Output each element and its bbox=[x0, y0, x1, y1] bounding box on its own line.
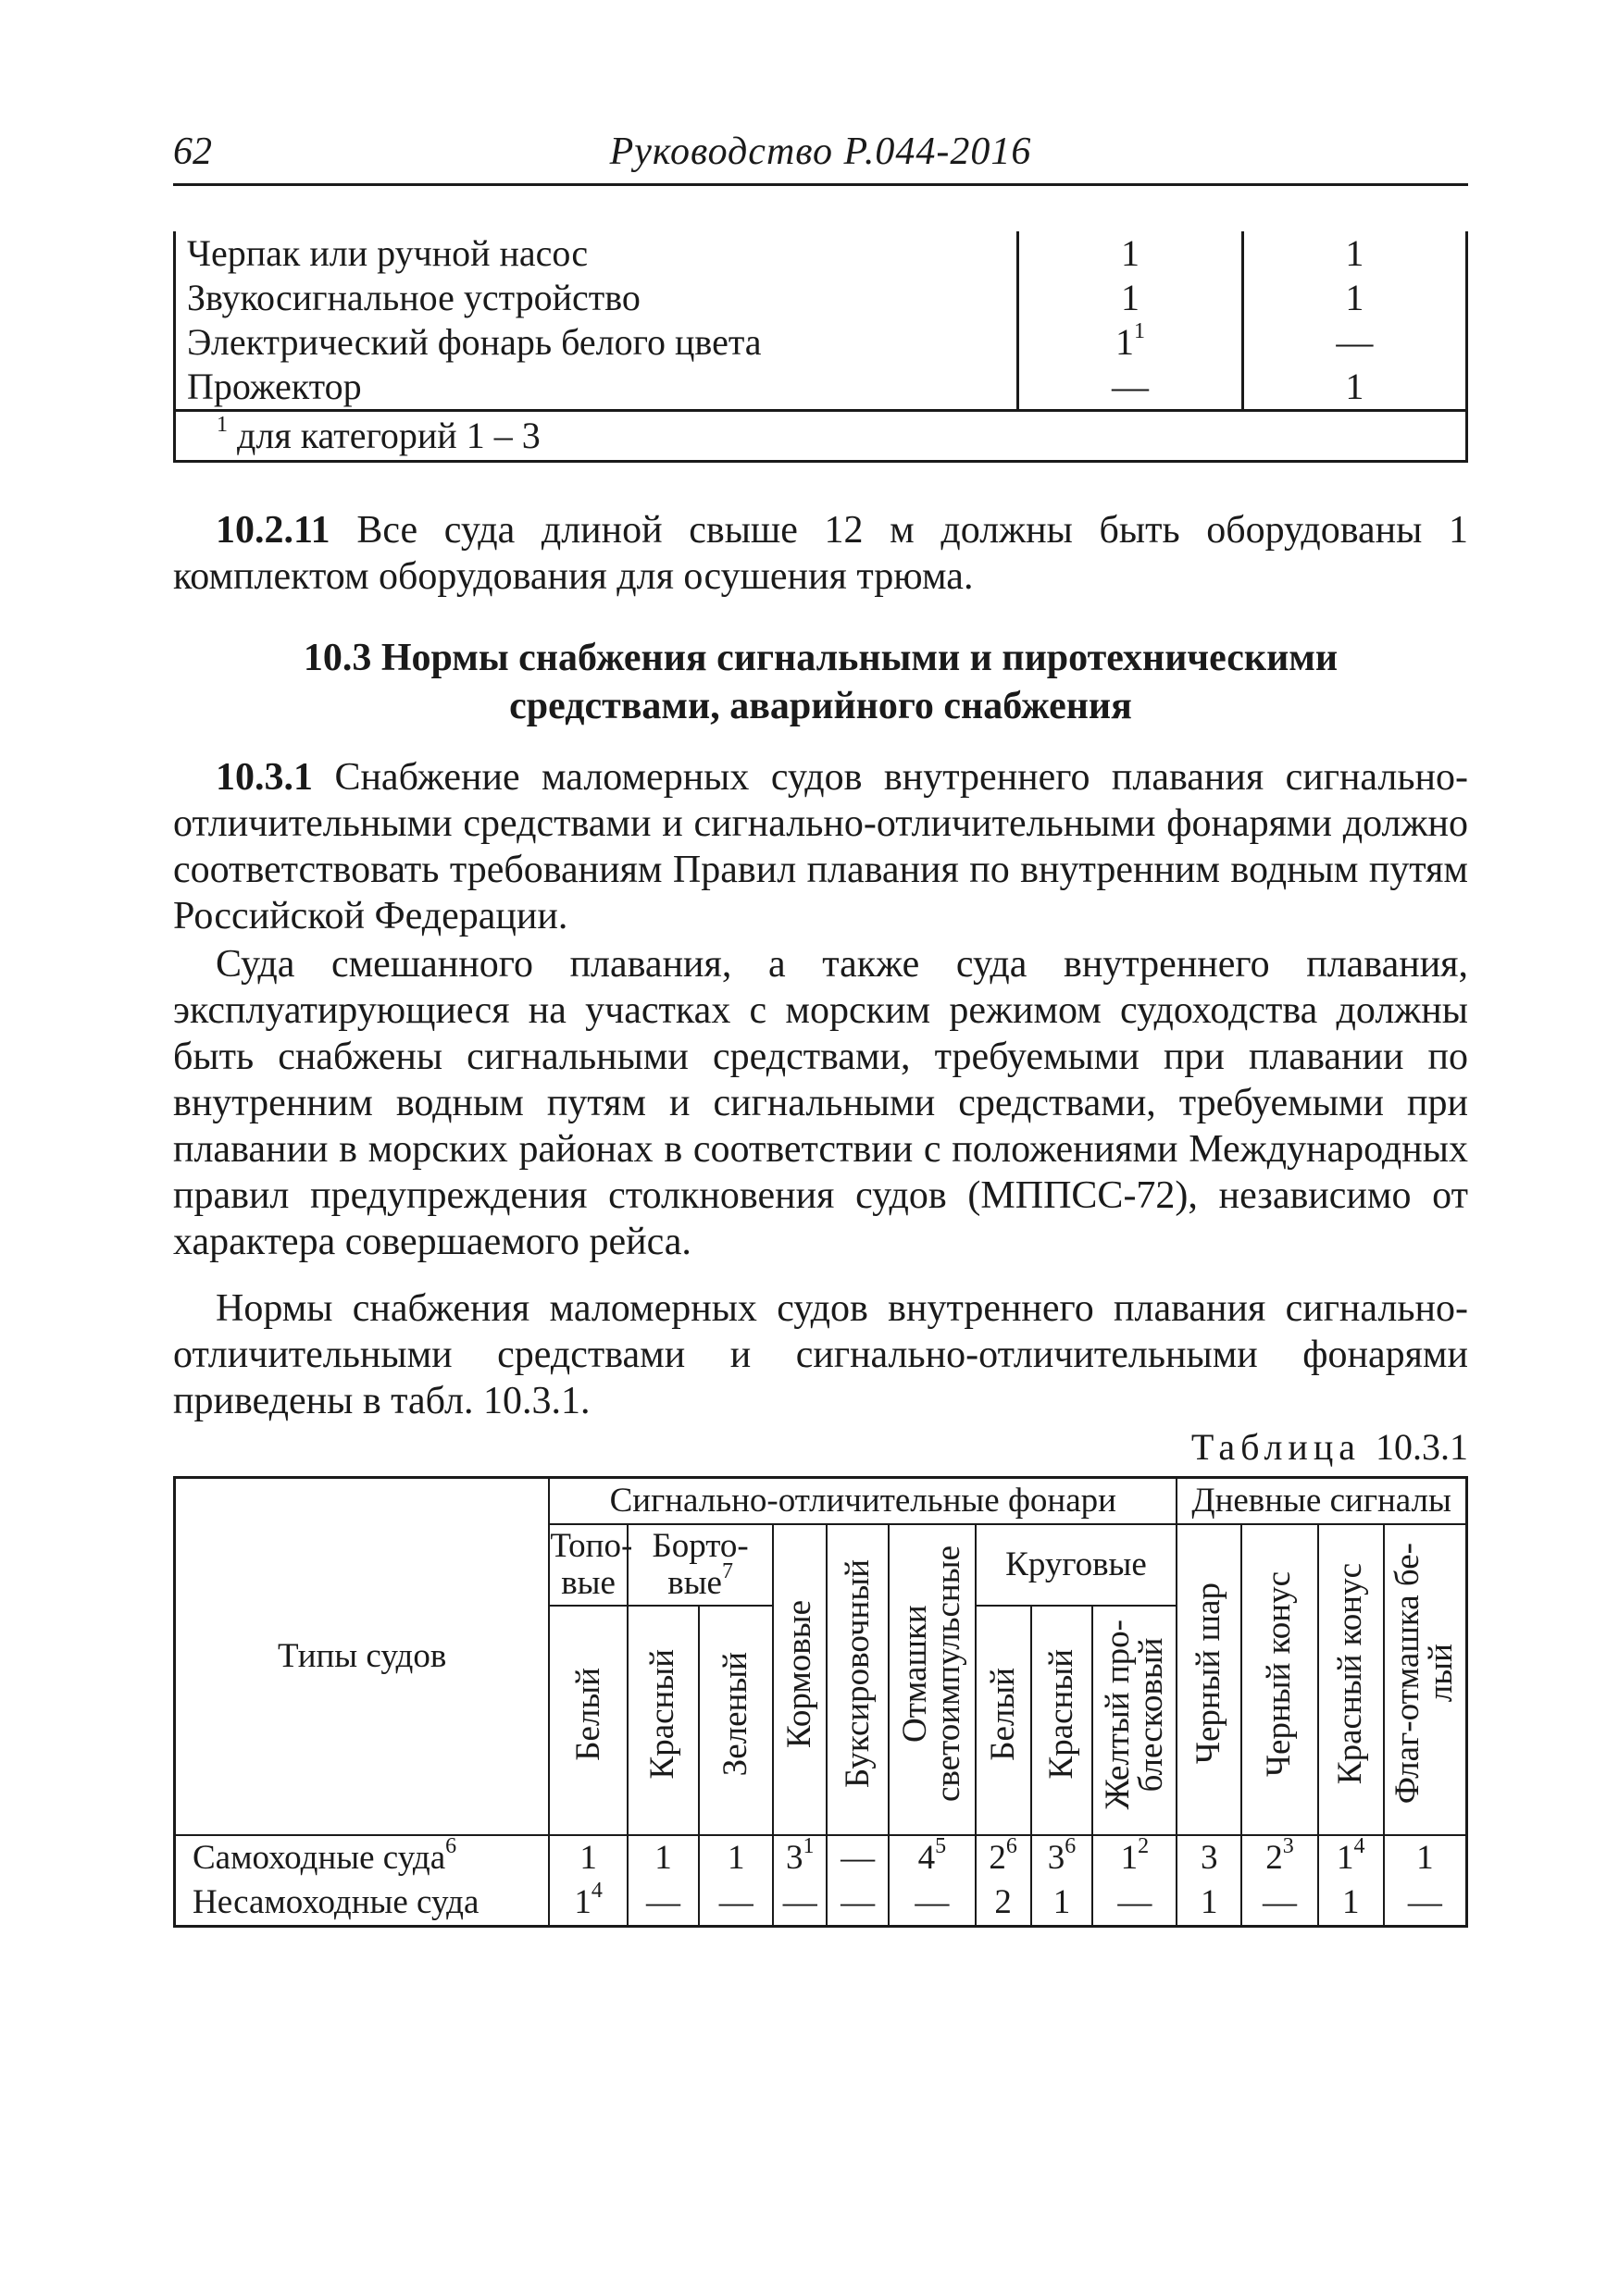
group-header-lights: Сигнально-отличительные фонари bbox=[549, 1478, 1177, 1525]
col-towing: Буксировочный bbox=[827, 1524, 889, 1835]
table-cell: — bbox=[773, 1880, 827, 1927]
table-cell: $4^5$ bbox=[889, 1835, 976, 1880]
group-header-day-signals: Дневные сигналы bbox=[1177, 1478, 1466, 1525]
equipment-value: — bbox=[1242, 320, 1466, 365]
equipment-value: $1^1$ bbox=[1018, 320, 1242, 365]
equipment-name: Черпак или ручной насос bbox=[175, 231, 1018, 276]
col-round-yellow: Желтый про- блесковый bbox=[1092, 1606, 1177, 1835]
table-cell: 3 bbox=[1177, 1835, 1241, 1880]
running-title: Руководство Р.044-2016 bbox=[609, 130, 1032, 173]
table-cell: 1 bbox=[1318, 1880, 1384, 1927]
table-cell: 1 bbox=[1384, 1835, 1467, 1880]
equipment-value: 1 bbox=[1018, 276, 1242, 320]
table-cell: — bbox=[1092, 1880, 1177, 1927]
subheader-top-lights: Топовые bbox=[549, 1524, 627, 1606]
ship-type-name: Самоходные суда$^6$ bbox=[175, 1835, 550, 1880]
ship-types-table bbox=[173, 1476, 1468, 1928]
table-cell: $2^3$ bbox=[1241, 1835, 1317, 1880]
equipment-value: 1 bbox=[1242, 365, 1466, 411]
col-black-cone: Черный конус bbox=[1241, 1524, 1317, 1835]
ship-type-name: Несамоходные суда bbox=[175, 1880, 550, 1927]
paragraph-mixed-navigation: Суда смешанного плавания, а также суда внутреннего плавания, эксплуатирующиеся на участках с морским режимом судоходства должны быть снабжены сигнальными средствами, требуемыми при плавании по внутренним водным путям и сигнальными средствами, требуемыми при плавании в морских районах в соответствии с положениями Международных правил предупреждения столкновения судов (МППСС-72), независимо от характера совершаемого рейса. bbox=[173, 943, 1468, 1263]
col-side-red: Красный bbox=[628, 1606, 699, 1835]
table-row bbox=[175, 1835, 1467, 1880]
col-stern: Кормовые bbox=[773, 1524, 827, 1835]
table-cell: — bbox=[827, 1880, 889, 1927]
equipment-value: 1 bbox=[1242, 276, 1466, 320]
table-caption: Таблица 10.3.1 bbox=[1190, 1426, 1468, 1468]
table-cell: 1 bbox=[1177, 1880, 1241, 1927]
table-row bbox=[175, 365, 1467, 411]
table-cell: 1 bbox=[699, 1835, 773, 1880]
paragraph-10-2-11: 10.2.11 Все суда длиной свыше 12 м должны быть оборудованы 1 комплектом оборудования для осушения трюма. bbox=[173, 509, 1469, 598]
table-cell: $2^6$ bbox=[976, 1835, 1031, 1880]
table-cell: — bbox=[628, 1880, 699, 1927]
page-header bbox=[173, 130, 1468, 186]
table-cell: — bbox=[827, 1835, 889, 1880]
subheader-side-lights: Бортовые$^7$ bbox=[628, 1524, 774, 1606]
equipment-name: Звукосигнальное устройство bbox=[175, 276, 1018, 320]
ship-type-header: Типы судов bbox=[175, 1478, 550, 1836]
table-footnote-row bbox=[175, 411, 1467, 462]
col-round-white: Белый bbox=[976, 1606, 1031, 1835]
table-cell: 2 bbox=[976, 1880, 1031, 1927]
table-cell: $1^4$ bbox=[1318, 1835, 1384, 1880]
col-flash-signals: Отмашки светоимпульсные bbox=[889, 1524, 976, 1835]
table-cell: 1 bbox=[628, 1835, 699, 1880]
table-row bbox=[175, 231, 1467, 276]
equipment-table bbox=[173, 231, 1468, 463]
table-cell: — bbox=[889, 1880, 976, 1927]
col-round-red: Красный bbox=[1031, 1606, 1093, 1835]
table-row bbox=[175, 1880, 1467, 1927]
table-row bbox=[175, 320, 1467, 365]
col-side-green: Зеленый bbox=[699, 1606, 773, 1835]
col-white-flag: Флаг-отмашка бе- лый bbox=[1384, 1524, 1467, 1835]
equipment-value: 1 bbox=[1242, 231, 1466, 276]
col-red-cone: Красный конус bbox=[1318, 1524, 1384, 1835]
paragraph-supply-norms: Нормы снабжения маломерных судов внутреннего плавания сигнально-отличительными средствами и сигнально-отличительными фонарями приведены в табл. 10.3.1. bbox=[173, 1287, 1468, 1422]
table-cell: — bbox=[1241, 1880, 1317, 1927]
table-cell: 1 bbox=[549, 1835, 627, 1880]
table-cell: 1 bbox=[1031, 1880, 1093, 1927]
table-cell: $1^4$ bbox=[549, 1880, 627, 1927]
equipment-name: Электрический фонарь белого цвета bbox=[175, 320, 1018, 365]
col-black-ball: Черный шар bbox=[1177, 1524, 1241, 1835]
table-cell: $3^1$ bbox=[773, 1835, 827, 1880]
equipment-value: — bbox=[1018, 365, 1242, 411]
table-cell: $1^2$ bbox=[1092, 1835, 1177, 1880]
table-cell: — bbox=[699, 1880, 773, 1927]
table-cell: — bbox=[1384, 1880, 1467, 1927]
equipment-value: 1 bbox=[1018, 231, 1242, 276]
col-top-white: Белый bbox=[549, 1606, 627, 1835]
paragraph-10-3-1: 10.3.1 Снабжение маломерных судов внутреннего плавания сигнально-отличительными средствами и сигнально-отличительными фонарями должно соответствовать требованиям Правил плавания по внутренним водным путям Российской Федерации. bbox=[173, 756, 1469, 937]
section-heading: 10.3 Нормы снабжения сигнальными и пиротехническими средствами, аварийного снабжения bbox=[303, 637, 1339, 727]
table-row bbox=[175, 276, 1467, 320]
page-number: 62 bbox=[173, 130, 212, 173]
table-footnote: $^1$ для категорий 1 – 3 bbox=[175, 411, 1467, 462]
equipment-name: Прожектор bbox=[175, 365, 1018, 411]
table-cell: $3^6$ bbox=[1031, 1835, 1093, 1880]
subheader-round-lights: Круговые bbox=[976, 1524, 1177, 1606]
